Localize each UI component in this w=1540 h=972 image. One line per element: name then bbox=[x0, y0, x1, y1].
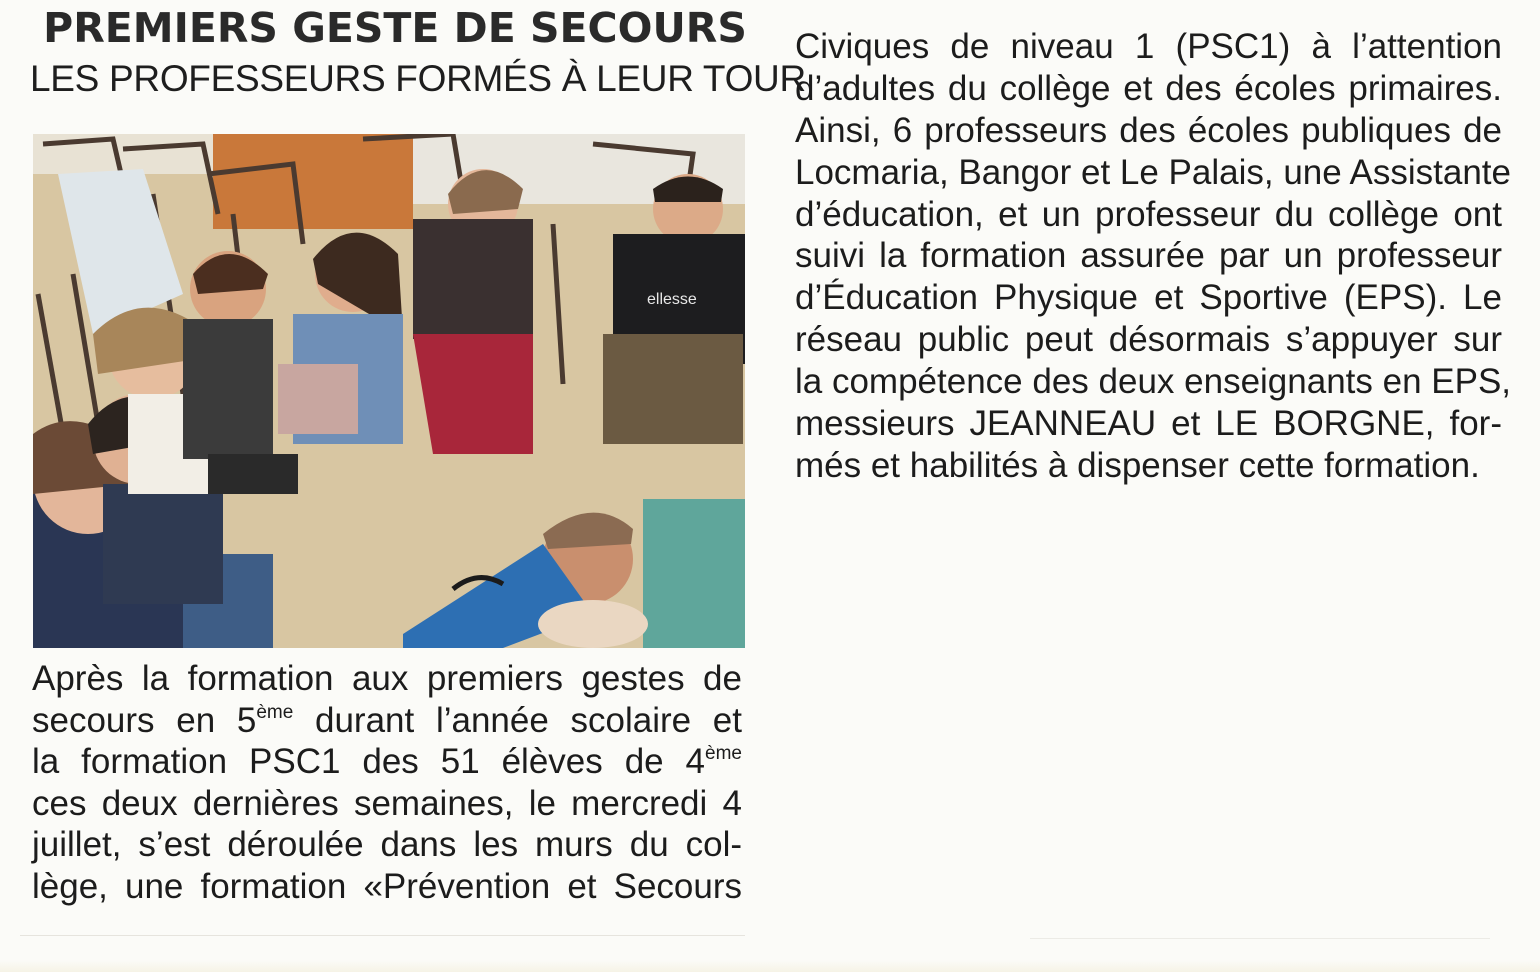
text-fragment: durant l’année scolaire et bbox=[293, 700, 742, 740]
column-rule bbox=[20, 935, 745, 936]
text-line: Ainsi, 6 professeurs des écoles publiques de bbox=[795, 110, 1502, 150]
ordinal-superscript: ème bbox=[256, 701, 294, 723]
text-line: la compétence des deux enseignants en EPS, bbox=[795, 362, 1512, 402]
article-photo bbox=[33, 134, 745, 648]
headline: PREMIERS GESTE DE SECOURS bbox=[43, 4, 747, 52]
text-line: d’adultes du collège et des écoles primaires. bbox=[795, 68, 1502, 108]
text-line: lège, une formation «Prévention et Secours bbox=[32, 866, 742, 906]
article-body-left bbox=[32, 658, 742, 907]
text-line: réseau public peut désormais s’appuyer sur bbox=[795, 320, 1502, 360]
photo-cabinet bbox=[213, 134, 413, 229]
photo-wall-left bbox=[33, 134, 213, 174]
text-fragment: secours en 5 bbox=[32, 700, 257, 740]
ordinal-superscript: ème bbox=[705, 743, 742, 764]
text-line: Civiques de niveau 1 (PSC1) à l’attention bbox=[795, 27, 1502, 66]
text-line: Locmaria, Bangor et Le Palais, une Assistante bbox=[795, 152, 1511, 192]
text-line: messieurs JEANNEAU et LE BORGNE, for- bbox=[795, 404, 1502, 444]
column-rule bbox=[1030, 938, 1490, 939]
text-line: d’Éducation Physique et Sportive (EPS). Le bbox=[795, 278, 1502, 318]
text-line: Après la formation aux premiers gestes de bbox=[32, 659, 742, 698]
page-edge bbox=[0, 960, 1540, 972]
text-line bbox=[32, 741, 742, 783]
text-line: d’éducation, et un professeur du collège ont bbox=[795, 194, 1502, 234]
text-line: més et habilités à dispenser cette formation. bbox=[795, 445, 1480, 485]
subheadline: LES PROFESSEURS FORMÉS À LEUR TOUR bbox=[30, 58, 806, 99]
article-body-right bbox=[795, 26, 1512, 487]
text-line: ces deux dernières semaines, le mercredi 4 bbox=[32, 783, 742, 823]
photo-manikin bbox=[538, 600, 648, 648]
text-line: suivi la formation assurée par un professeur bbox=[795, 236, 1502, 276]
text-fragment: la formation PSC1 des 51 élèves de 4 bbox=[32, 742, 706, 781]
photo-illustration bbox=[33, 134, 745, 648]
shirt-logo-text: ellesse bbox=[647, 291, 697, 308]
text-line: juillet, s’est déroulée dans les murs du col- bbox=[32, 825, 742, 864]
text-line bbox=[32, 700, 742, 742]
